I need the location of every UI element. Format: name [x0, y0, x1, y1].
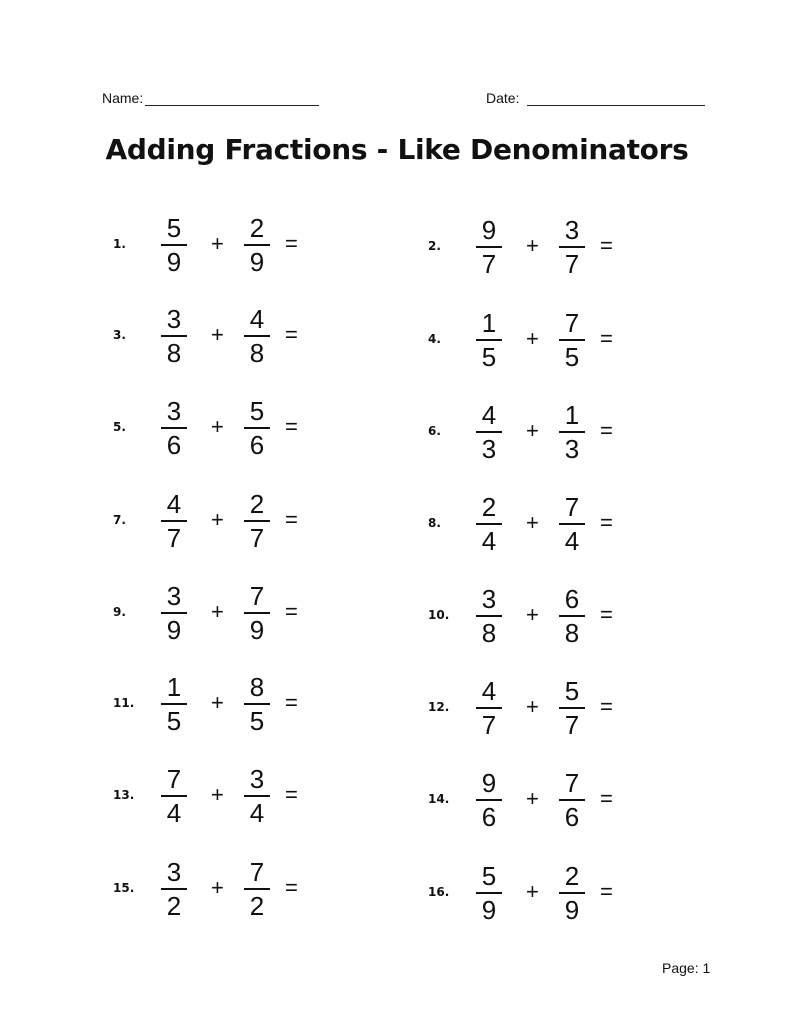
second-numerator: 5 [564, 676, 580, 706]
problem-item [428, 492, 628, 556]
second-fraction [559, 492, 585, 556]
name-label: Name: [102, 90, 144, 106]
problem-item [428, 584, 628, 648]
first-fraction [161, 396, 187, 460]
fraction-bar [559, 615, 585, 617]
second-denominator: 5 [564, 342, 580, 372]
equals-sign: = [285, 322, 298, 347]
fraction-bar [161, 888, 187, 890]
second-fraction [559, 215, 585, 279]
equals-sign: = [285, 231, 298, 256]
second-fraction [559, 400, 585, 464]
problem-item [113, 304, 313, 368]
fraction-bar [161, 244, 187, 246]
first-denominator: 4 [481, 526, 497, 556]
first-fraction [476, 584, 502, 648]
first-fraction [476, 768, 502, 832]
second-denominator: 7 [564, 249, 580, 279]
first-numerator: 4 [166, 489, 182, 519]
first-denominator: 9 [166, 615, 182, 645]
plus-sign: + [211, 507, 224, 532]
first-numerator: 5 [481, 861, 497, 891]
first-fraction [476, 308, 502, 372]
date-blank-line[interactable] [527, 91, 705, 106]
first-fraction [161, 304, 187, 368]
second-denominator: 4 [564, 526, 580, 556]
page-number: Page: 1 [662, 960, 711, 976]
first-denominator: 7 [166, 523, 182, 553]
second-fraction [559, 861, 585, 925]
problem-number: 3. [113, 328, 126, 342]
plus-sign: + [526, 602, 539, 627]
equals-sign: = [600, 326, 613, 351]
date-label: Date: [486, 90, 520, 106]
problem-item [113, 396, 313, 460]
fraction-bar [559, 339, 585, 341]
fraction-bar [476, 339, 502, 341]
second-numerator: 7 [564, 768, 580, 798]
second-numerator: 8 [249, 672, 265, 702]
second-numerator: 3 [249, 764, 265, 794]
first-numerator: 1 [166, 672, 182, 702]
plus-sign: + [211, 782, 224, 807]
problem-number: 9. [113, 605, 126, 619]
equals-sign: = [600, 694, 613, 719]
problem-number: 11. [113, 696, 135, 710]
first-denominator: 5 [166, 706, 182, 736]
fraction-bar [559, 246, 585, 248]
name-blank-line[interactable] [145, 91, 319, 106]
fraction-bar [559, 892, 585, 894]
first-fraction [161, 489, 187, 553]
problem-number: 16. [428, 885, 450, 899]
second-fraction [244, 213, 270, 277]
plus-sign: + [526, 786, 539, 811]
problem-number: 2. [428, 239, 441, 253]
second-denominator: 2 [249, 891, 265, 921]
plus-sign: + [211, 875, 224, 900]
problem-item [113, 489, 313, 553]
fraction-bar [476, 707, 502, 709]
second-denominator: 5 [249, 706, 265, 736]
fraction-bar [244, 335, 270, 337]
first-fraction [476, 676, 502, 740]
first-denominator: 7 [481, 249, 497, 279]
second-denominator: 4 [249, 798, 265, 828]
first-fraction [161, 581, 187, 645]
first-fraction [476, 861, 502, 925]
fraction-bar [476, 892, 502, 894]
plus-sign: + [211, 690, 224, 715]
fraction-bar [244, 612, 270, 614]
problem-number: 14. [428, 792, 450, 806]
second-numerator: 7 [564, 492, 580, 522]
fraction-bar [161, 427, 187, 429]
first-fraction [476, 400, 502, 464]
problem-number: 8. [428, 516, 441, 530]
first-numerator: 3 [166, 304, 182, 334]
worksheet-title: Adding Fractions - Like Denominators [105, 133, 689, 166]
problem-number: 6. [428, 424, 441, 438]
first-fraction [476, 215, 502, 279]
problem-item [428, 215, 628, 279]
second-fraction [244, 672, 270, 736]
second-denominator: 8 [249, 338, 265, 368]
second-fraction [559, 676, 585, 740]
fraction-bar [559, 799, 585, 801]
first-denominator: 5 [481, 342, 497, 372]
equals-sign: = [285, 414, 298, 439]
plus-sign: + [211, 599, 224, 624]
date-field[interactable] [486, 90, 705, 106]
equals-sign: = [600, 418, 613, 443]
plus-sign: + [211, 322, 224, 347]
first-denominator: 8 [481, 618, 497, 648]
plus-sign: + [211, 231, 224, 256]
plus-sign: + [526, 326, 539, 351]
equals-sign: = [285, 507, 298, 532]
fraction-bar [161, 612, 187, 614]
first-fraction [161, 672, 187, 736]
plus-sign: + [526, 510, 539, 535]
first-denominator: 9 [481, 895, 497, 925]
fraction-bar [244, 520, 270, 522]
fraction-bar [244, 703, 270, 705]
fraction-bar [476, 431, 502, 433]
first-numerator: 3 [166, 857, 182, 887]
plus-sign: + [526, 879, 539, 904]
plus-sign: + [211, 414, 224, 439]
fraction-bar [476, 246, 502, 248]
equals-sign: = [285, 875, 298, 900]
first-fraction [161, 857, 187, 921]
second-fraction [559, 584, 585, 648]
second-fraction [244, 396, 270, 460]
first-numerator: 9 [481, 768, 497, 798]
problem-item [428, 308, 628, 372]
problem-item [113, 581, 313, 645]
equals-sign: = [285, 599, 298, 624]
second-fraction [244, 857, 270, 921]
equals-sign: = [600, 879, 613, 904]
second-numerator: 3 [564, 215, 580, 245]
second-denominator: 8 [564, 618, 580, 648]
fraction-bar [559, 707, 585, 709]
first-denominator: 6 [481, 802, 497, 832]
second-denominator: 9 [249, 615, 265, 645]
fraction-bar [161, 795, 187, 797]
fraction-bar [476, 615, 502, 617]
fraction-bar [476, 799, 502, 801]
problem-item [113, 764, 313, 828]
second-numerator: 4 [249, 304, 265, 334]
second-numerator: 7 [564, 308, 580, 338]
problem-item [428, 768, 628, 832]
second-fraction [559, 308, 585, 372]
second-numerator: 6 [564, 584, 580, 614]
second-denominator: 3 [564, 434, 580, 464]
second-numerator: 1 [564, 400, 580, 430]
second-numerator: 5 [249, 396, 265, 426]
equals-sign: = [600, 233, 613, 258]
second-denominator: 6 [249, 430, 265, 460]
problem-number: 13. [113, 788, 135, 802]
first-numerator: 2 [481, 492, 497, 522]
name-field[interactable] [102, 90, 319, 106]
plus-sign: + [526, 418, 539, 443]
fraction-bar [244, 427, 270, 429]
fraction-bar [244, 244, 270, 246]
equals-sign: = [600, 602, 613, 627]
first-denominator: 6 [166, 430, 182, 460]
first-numerator: 4 [481, 676, 497, 706]
first-denominator: 7 [481, 710, 497, 740]
first-denominator: 4 [166, 798, 182, 828]
plus-sign: + [526, 233, 539, 258]
problem-item [428, 400, 628, 464]
fraction-bar [559, 523, 585, 525]
first-numerator: 5 [166, 213, 182, 243]
fraction-bar [161, 335, 187, 337]
problem-number: 15. [113, 881, 135, 895]
problem-number: 12. [428, 700, 450, 714]
first-denominator: 8 [166, 338, 182, 368]
second-numerator: 7 [249, 581, 265, 611]
first-denominator: 9 [166, 247, 182, 277]
first-fraction [476, 492, 502, 556]
problem-number: 4. [428, 332, 441, 346]
problem-item [428, 861, 628, 925]
equals-sign: = [600, 510, 613, 535]
second-numerator: 2 [249, 213, 265, 243]
first-denominator: 2 [166, 891, 182, 921]
problem-item [113, 857, 313, 921]
fraction-bar [476, 523, 502, 525]
problem-number: 1. [113, 237, 126, 251]
problem-number: 7. [113, 513, 126, 527]
problem-item [113, 213, 313, 277]
second-numerator: 2 [564, 861, 580, 891]
fraction-bar [244, 795, 270, 797]
problem-number: 10. [428, 608, 450, 622]
second-denominator: 9 [249, 247, 265, 277]
first-numerator: 4 [481, 400, 497, 430]
fraction-bar [161, 520, 187, 522]
first-numerator: 9 [481, 215, 497, 245]
fraction-bar [559, 431, 585, 433]
second-fraction [244, 489, 270, 553]
fraction-bar [161, 703, 187, 705]
second-fraction [244, 304, 270, 368]
second-denominator: 6 [564, 802, 580, 832]
problem-item [113, 672, 313, 736]
second-fraction [559, 768, 585, 832]
problem-number: 5. [113, 420, 126, 434]
first-fraction [161, 764, 187, 828]
first-numerator: 1 [481, 308, 497, 338]
second-numerator: 2 [249, 489, 265, 519]
first-numerator: 3 [166, 396, 182, 426]
second-numerator: 7 [249, 857, 265, 887]
second-denominator: 9 [564, 895, 580, 925]
problem-item [428, 676, 628, 740]
fraction-bar [244, 888, 270, 890]
second-denominator: 7 [249, 523, 265, 553]
equals-sign: = [285, 690, 298, 715]
first-fraction [161, 213, 187, 277]
equals-sign: = [600, 786, 613, 811]
second-fraction [244, 764, 270, 828]
first-numerator: 7 [166, 764, 182, 794]
equals-sign: = [285, 782, 298, 807]
second-fraction [244, 581, 270, 645]
first-denominator: 3 [481, 434, 497, 464]
second-denominator: 7 [564, 710, 580, 740]
first-numerator: 3 [166, 581, 182, 611]
first-numerator: 3 [481, 584, 497, 614]
plus-sign: + [526, 694, 539, 719]
